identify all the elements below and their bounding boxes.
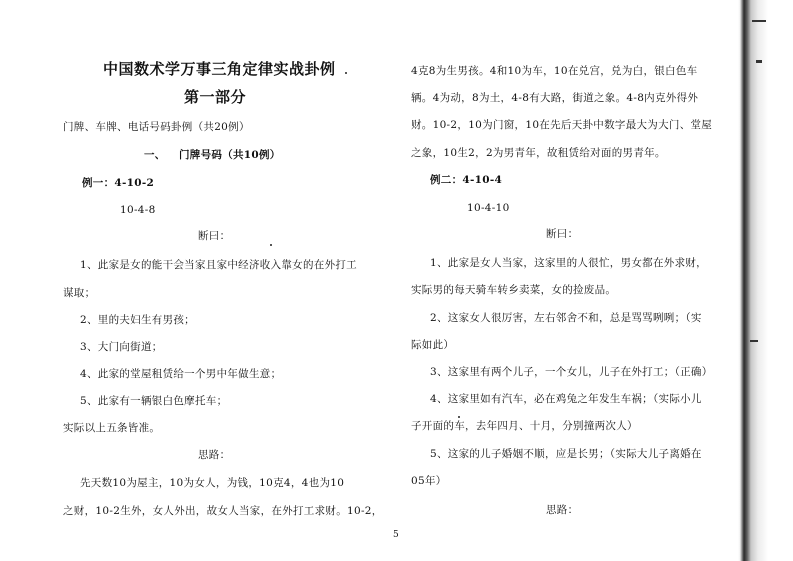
example-1-label: 例一：4-10-2 [82, 177, 155, 189]
text-line: 辆。4为动，8为土，4-8有大路，街道之象。4-8内克外得外 [411, 92, 699, 104]
reasoning-label: 思路： [198, 449, 231, 461]
example-1-line2: 10-4-8 [120, 204, 156, 216]
text-line: 1、此家是女的能干会当家且家中经济收入靠女的在外打工 [80, 259, 357, 271]
text-line: 实际以上五条皆准。 [63, 422, 161, 434]
reasoning-label: 思路： [546, 504, 579, 516]
scan-speck [458, 416, 460, 418]
scan-speck [756, 60, 762, 63]
scan-speck [270, 244, 272, 246]
scan-speck [752, 20, 766, 22]
text-line: 际如此） [411, 339, 455, 351]
judgment-label: 断曰： [546, 228, 579, 240]
page-title: 中国数术学万事三角定律实战卦例 [103, 60, 336, 78]
text-line: 3、大门向街道； [80, 341, 163, 353]
text-line: 4克8为生男孩。4和10为车，10在兑宫，兑为白，银白色车 [411, 65, 698, 77]
section-number: 一、 [144, 149, 166, 161]
section-title: 门牌号码（共10例） [179, 149, 281, 161]
binding-shadow [738, 0, 793, 561]
text-line: 3、这家里有两个儿子，一个女儿，儿子在外打工；（正确） [430, 366, 713, 378]
text-line: 4、这家里如有汽车，必在鸡兔之年发生车祸；（实际小儿 [430, 393, 702, 405]
text-line: 2、这家女人很厉害，左右邻舍不和，总是骂骂咧咧；（实 [430, 312, 702, 324]
page-number: 5 [393, 530, 400, 540]
category-heading: 门牌、车牌、电话号码卦例（共20例） [63, 121, 250, 133]
part-heading: 第一部分 [184, 88, 247, 106]
text-line: 之象，10生2，2为男青年，故租赁给对面的男青年。 [411, 147, 666, 159]
scan-speck [345, 72, 347, 74]
judgment-label: 断曰： [198, 230, 231, 242]
text-line: 财。10-2，10为门窗，10在先后天卦中数字最大为大门、堂屋 [411, 119, 713, 131]
text-line: 05年） [411, 475, 447, 487]
text-line: 2、里的夫妇生有男孩； [80, 314, 195, 326]
text-line: 先天数10为屋主，10为女人，为钱，10克4，4也为10 [80, 477, 345, 489]
example-2-label: 例二：4-10-4 [430, 174, 503, 186]
example-2-line2: 10-4-10 [467, 202, 510, 214]
text-line: 5、这家的儿子婚姻不顺，应是长男；（实际大儿子离婚在 [430, 448, 702, 460]
text-line: 子开面的车，去年四月、十月，分别撞两次人） [411, 420, 638, 432]
text-line: 5、此家有一辆银白色摩托车； [80, 395, 228, 407]
text-line: 之财，10-2生外，女人外出，故女人当家，在外打工求财。10-2， [63, 505, 383, 517]
scan-speck [750, 340, 758, 342]
text-line: 谋取； [63, 287, 96, 299]
text-line: 实际男的每天骑车转乡卖菜，女的捡废品。 [411, 284, 617, 296]
text-line: 4、此家的堂屋租赁给一个男中年做生意； [80, 368, 282, 380]
text-line: 1、此家是女人当家，这家里的人很忙，男女都在外求财， [430, 257, 707, 269]
